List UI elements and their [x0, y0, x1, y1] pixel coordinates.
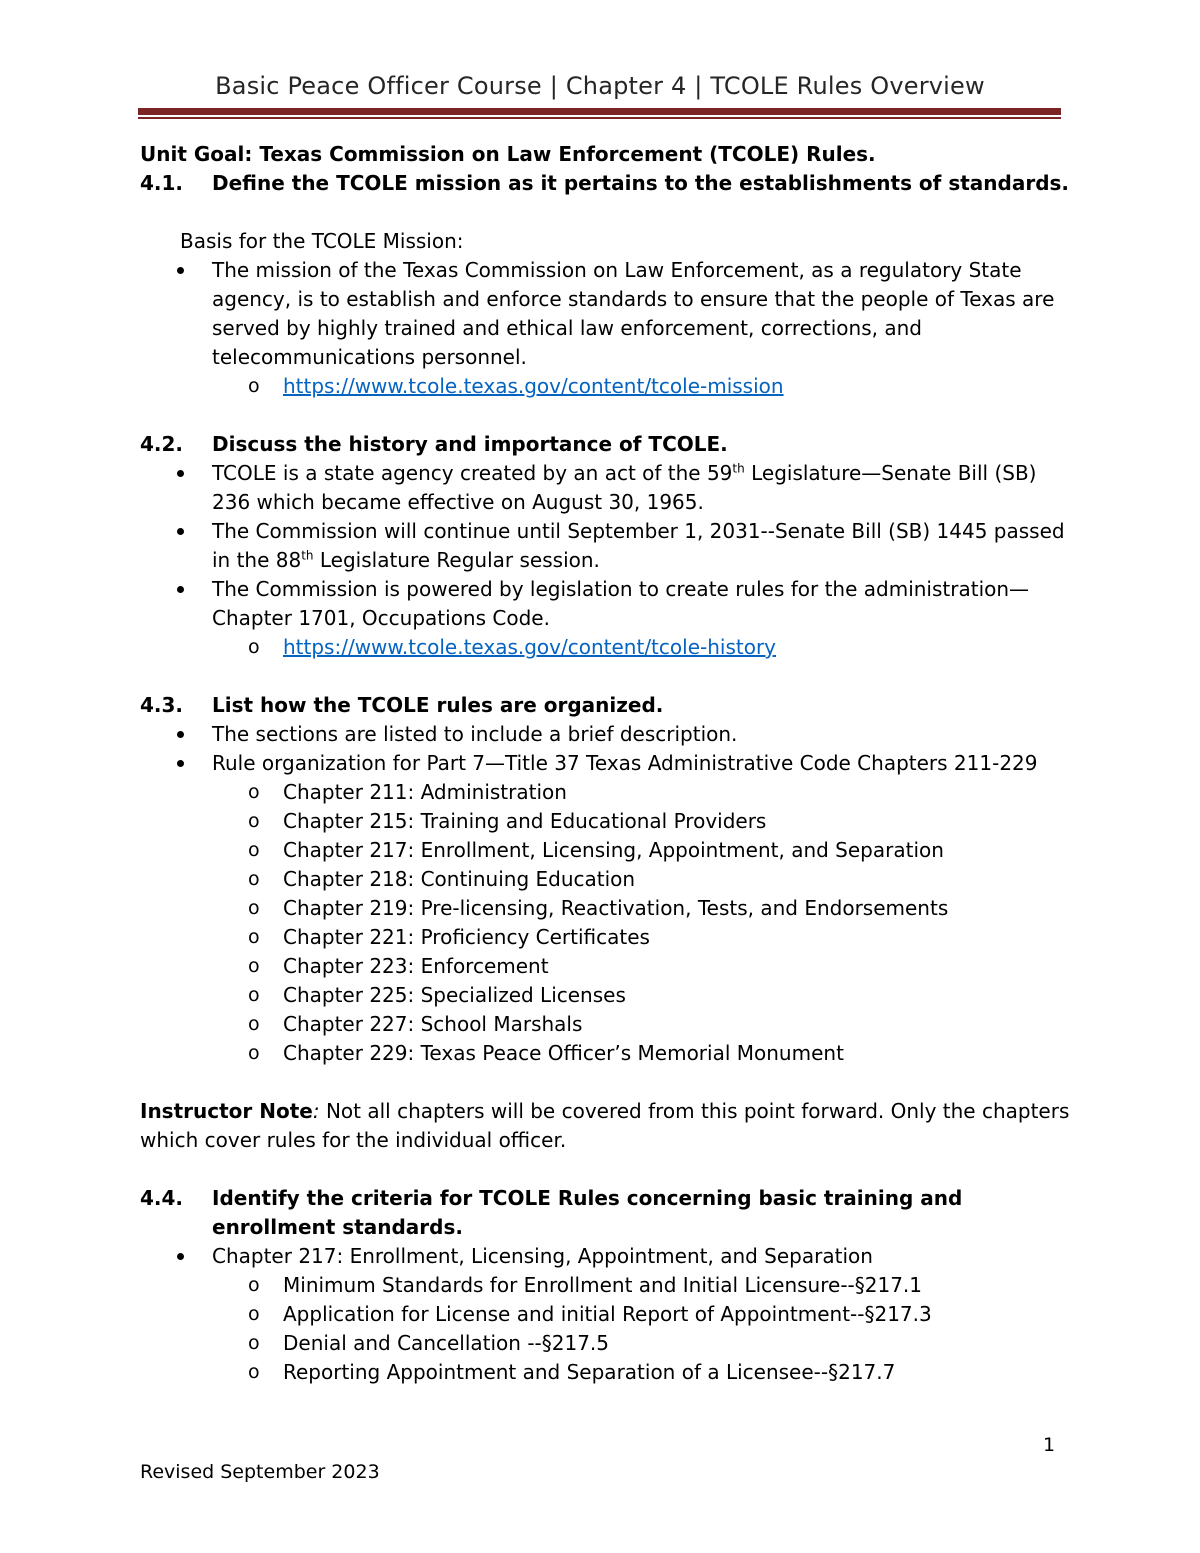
chapter-item: o Chapter 217: Enrollment, Licensing, Appointment, and Separation — [140, 836, 1070, 865]
chapter-item: o Chapter 225: Specialized Licenses — [140, 981, 1070, 1010]
bullet-text: The Commission will continue until September 1, 2031--Senate Bill (SB) 1445 passed in the 88 — [212, 519, 1065, 572]
chapter-list — [140, 778, 1070, 1068]
revised-date: Revised September 2023 — [140, 1461, 380, 1483]
chapter-item: o Chapter 221: Proficiency Certificates — [140, 923, 1070, 952]
rules-list — [140, 720, 1070, 1068]
objective-text: List how the TCOLE rules are organized. — [212, 693, 664, 717]
instructor-note-text: Not all chapters will be covered from this point forward. Only the chapters which cover rules for the individual officer. — [140, 1099, 1070, 1152]
history-sublist — [140, 633, 1070, 662]
history-list — [140, 459, 1070, 662]
objective-text: Define the TCOLE mission as it pertains to the establishments of standards. — [212, 171, 1070, 195]
header-rule-thick — [138, 108, 1061, 115]
page-number: 1 — [1043, 1434, 1056, 1456]
chapter-item: o Chapter 211: Administration — [140, 778, 1070, 807]
bullet-text: The sections are listed to include a brief description. — [212, 722, 738, 746]
objective-text: Identify the criteria for TCOLE Rules concerning basic training and enrollment standards. — [212, 1186, 963, 1239]
superscript: th — [732, 461, 745, 476]
list-item — [140, 517, 1070, 575]
list-item: o Reporting Appointment and Separation of a Licensee--§217.7 — [140, 1358, 1070, 1387]
list-item — [140, 749, 1070, 1068]
list-item: o Minimum Standards for Enrollment and Initial Licensure--§217.1 — [140, 1271, 1070, 1300]
history-link[interactable]: https://www.tcole.texas.gov/content/tcole-history — [283, 635, 776, 659]
objective-4-2 — [140, 430, 1070, 459]
criteria-sublist — [140, 1271, 1070, 1387]
list-item: o Denial and Cancellation --§217.5 — [140, 1329, 1070, 1358]
superscript: th — [301, 548, 314, 563]
header-rule-thin — [138, 117, 1061, 119]
objective-number: 4.2. — [140, 432, 184, 456]
chapter-item: o Chapter 223: Enforcement — [140, 952, 1070, 981]
objective-text: Discuss the history and importance of TCOLE. — [212, 432, 728, 456]
list-item: o Application for License and initial Report of Appointment--§217.3 — [140, 1300, 1070, 1329]
objective-number: 4.1. — [140, 171, 184, 195]
chapter-item: o Chapter 219: Pre-licensing, Reactivation, Tests, and Endorsements — [140, 894, 1070, 923]
list-item — [140, 256, 1070, 401]
bullet-text: TCOLE is a state agency created by an act of the 59 — [212, 461, 733, 485]
bullet-text: Legislature—Senate Bill (SB) 236 which became effective on August 30, 1965. — [212, 461, 1037, 514]
list-item — [140, 633, 1070, 662]
objective-4-4 — [140, 1184, 1070, 1242]
document-body — [140, 140, 1070, 1387]
instructor-note-label: Instructor Note — [140, 1099, 313, 1123]
mission-sublist — [140, 372, 1070, 401]
instructor-note — [140, 1097, 1070, 1155]
objective-4-3 — [140, 691, 1070, 720]
bullet-text: Legislature Regular session. — [313, 548, 600, 572]
chapter-item: o Chapter 215: Training and Educational Providers — [140, 807, 1070, 836]
criteria-list — [140, 1242, 1070, 1387]
list-item — [140, 459, 1070, 517]
list-item — [140, 372, 1070, 401]
list-item — [140, 575, 1070, 662]
chapter-item: o Chapter 218: Continuing Education — [140, 865, 1070, 894]
list-item — [140, 720, 1070, 749]
chapter-item: o Chapter 227: School Marshals — [140, 1010, 1070, 1039]
objective-number: 4.3. — [140, 693, 184, 717]
bullet-text: Chapter 217: Enrollment, Licensing, Appointment, and Separation — [212, 1244, 873, 1268]
unit-goal: Unit Goal: Texas Commission on Law Enforcement (TCOLE) Rules. — [140, 142, 876, 166]
mission-link[interactable]: https://www.tcole.texas.gov/content/tcole-mission — [283, 374, 784, 398]
mission-list — [140, 256, 1070, 401]
page-header-title: Basic Peace Officer Course | Chapter 4 | TCOLE Rules Overview — [215, 72, 985, 100]
bullet-text: Rule organization for Part 7—Title 37 Texas Administrative Code Chapters 211-229 — [212, 751, 1038, 775]
bullet-text: The Commission is powered by legislation to create rules for the administration—Chapter 1701, Occupations Code. — [212, 577, 1030, 630]
mission-heading: Basis for the TCOLE Mission: — [180, 229, 464, 253]
list-item — [140, 1242, 1070, 1387]
chapter-item: o Chapter 229: Texas Peace Officer’s Memorial Monument — [140, 1039, 1070, 1068]
objective-number: 4.4. — [140, 1186, 184, 1210]
mission-bullet: The mission of the Texas Commission on Law Enforcement, as a regulatory State agency, is to establish and enforce standards to ensure that the people of Texas are served by highly trained and ethical law enforcement, corrections, and telecommunications personnel. — [212, 258, 1055, 369]
instructor-note-colon: : — [312, 1099, 320, 1123]
objective-4-1 — [140, 169, 1070, 198]
